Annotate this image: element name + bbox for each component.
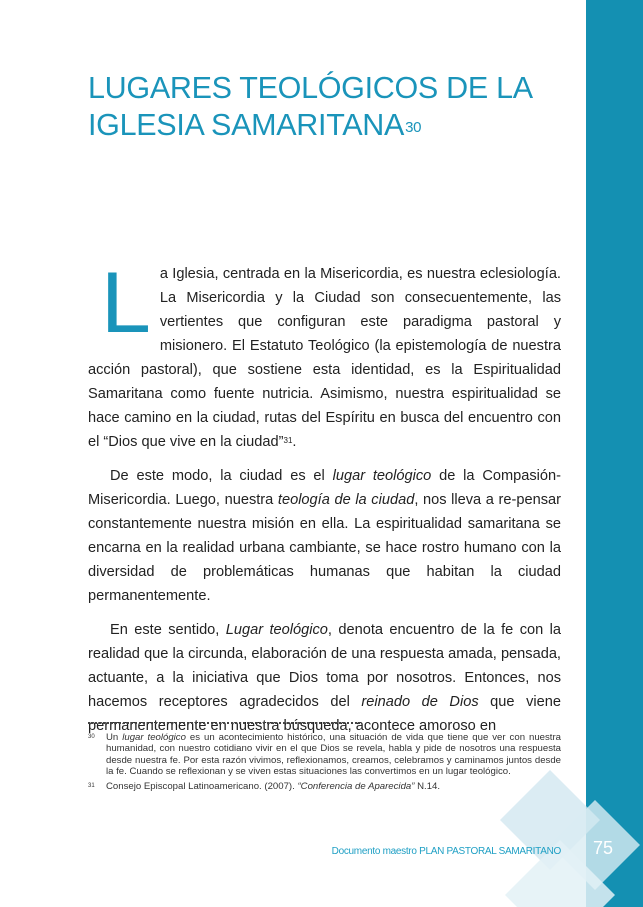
footnote-31: 31 Consejo Episcopal Latinoamericano. (2007). “Conferencia de Aparecida” N.14. <box>88 780 441 792</box>
title-footnote-ref: 30 <box>405 119 422 136</box>
main-text <box>88 255 561 748</box>
footnotes <box>88 732 561 795</box>
paragraph-2: De este modo, la ciudad es el lugar teológico de la Compasión-Misericordia. Luego, nuestra teología de la ciudad, nos lleva a re-pensar constantemente nuestra misión en ella. La espiritualidad samaritana se encarna en la realidad urbana cambiante, se hace rostro humano con la diversidad de problemáticas humanas que habitan la ciudad permanentemente. <box>88 468 561 604</box>
footnote-separator <box>88 722 360 724</box>
page-number: 75 <box>592 838 614 858</box>
page-title: LUGARES TEOLÓGICOS DE LA IGLESIA SAMARITANA$^{30}$ <box>88 71 532 142</box>
footnote-ref-31: 31 <box>283 436 293 445</box>
paragraph-1: La Iglesia, centrada en la Misericordia, es nuestra eclesiología. La Misericordia y la Ciudad son consecuentemente, las vertientes que configuran este paradigma pastoral y misionero. El Estatuto Teológico (la epistemología de nuestra acción pastoral), que sostiene esta identidad, es la Espiritualidad Samaritana como fuente nutricia. Asimismo, nuestra espiritualidad se hace camino en la ciudad, rutas del Espíritu en busca del encuentro con el “Dios que vive en la ciudad”$^{31}$. <box>88 255 561 450</box>
drop-cap: L <box>100 255 152 351</box>
footer-label: Documento maestro PLAN PASTORAL SAMARITANO <box>331 846 561 857</box>
paragraph-3: En este sentido, Lugar teológico, denota encuentro de la fe con la realidad que la circunda, elaboración de una respuesta amada, pensada, actuante, a la iniciativa que Dios toma por nosotros. Entonces, nos hacemos receptores agradecidos del reinado de Dios que viene permanentemente en nuestra búsqueda, acontece amoroso en <box>88 622 561 734</box>
footnote-30: 30 Un lugar teológico es un acontecimiento histórico, una situación de vida que tiene que ver con nuestra humanidad, con nuestro cotidiano vivir en el que Dios se revela, habla y pide de nosotros una respuesta desde nuestra fe. Por esta razón vivimos, reflexionamos, creamos, celebramos y caminamos juntos desde la fe. Cuando se reflexionan y se viven estas situaciones las convertimos en un lugar teológico. <box>88 732 561 778</box>
